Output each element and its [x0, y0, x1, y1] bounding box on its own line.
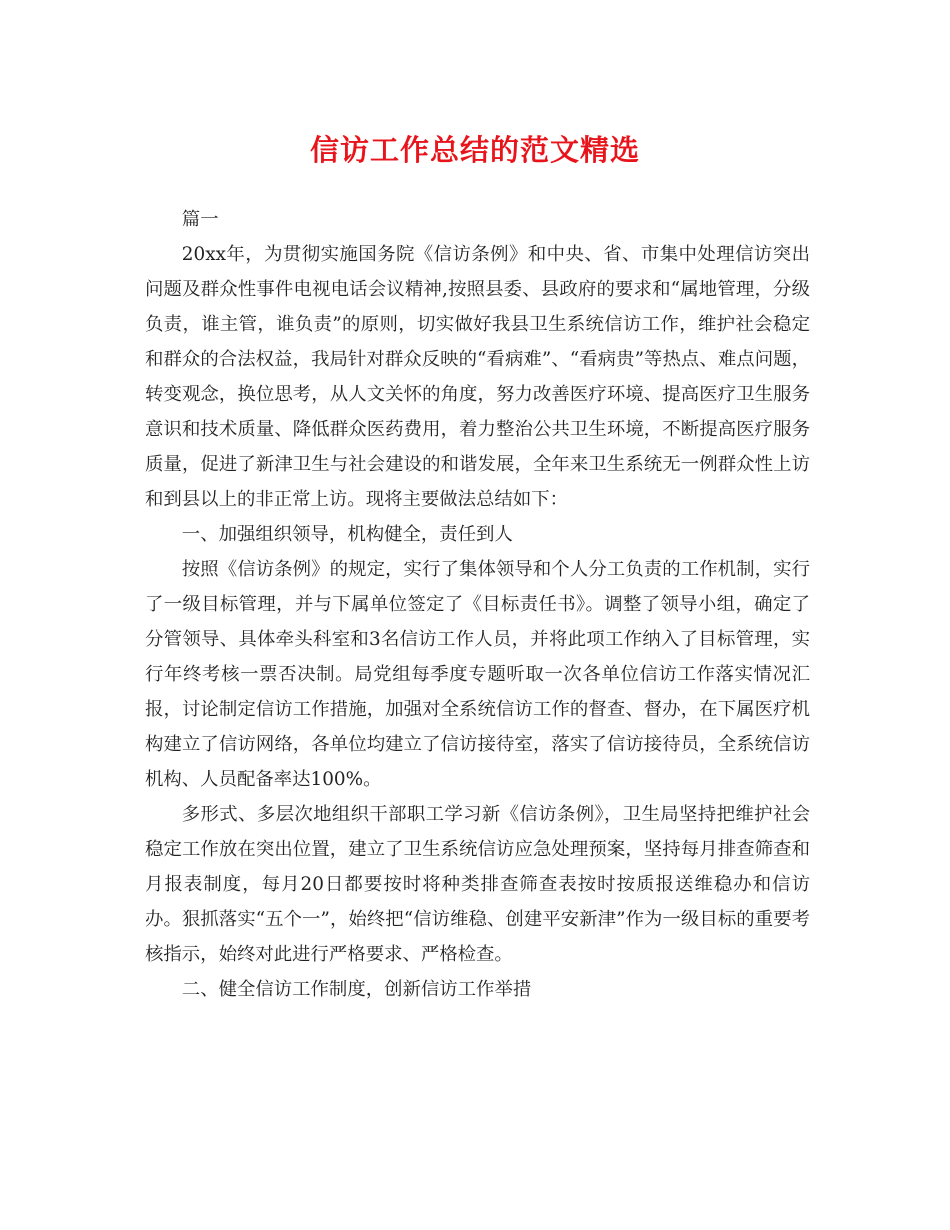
paragraph: 按照《信访条例》的规定，实行了集体领导和个人分工负责的工作机制，实行了一级目标管理，并与下属单位签定了《目标责任书》。调整了领导小组，确定了分管领导、具体牵头科室和3名信访工作人员，并将此项工作纳入了目标管理，实行年终考核一票否决制。局党组每季度专题听取一次各单位信访工作落实情况汇报，讨论制定信访工作措施，加强对全系统信访工作的督查、督办，在下属医疗机构建立了信访网络，各单位均建立了信访接待室，落实了信访接待员，全系统信访机构、人员配备率达100%。 — [145, 559, 810, 790]
section-heading: 一、加强组织领导，机构健全，责任到人 — [181, 524, 513, 545]
paragraph: 20xx年，为贯彻实施国务院《信访条例》和中央、省、市集中处理信访突出问题及群众性事件电视电话会议精神,按照县委、县政府的要求和“属地管理，分级负责，谁主管，谁负责”的原则，切实做好我县卫生系统信访工作，维护社会稳定和群众的合法权益，我局针对群众反映的“看病难”、“看病贵”等热点、难点问题，转变观念，换位思考，从人文关怀的角度，努力改善医疗环境、提高医疗卫生服务意识和技术质量、降低群众医药费用，着力整治公共卫生环境，不断提高医疗服务质量，促进了新津卫生与社会建设的和谐发展，全年来卫生系统无一例群众性上访和到县以上的非正常上访。现将主要做法总结如下： — [145, 244, 810, 510]
document-body — [145, 202, 810, 1007]
section-heading: 二、健全信访工作制度，创新信访工作举措 — [181, 979, 532, 1000]
document-title: 信访工作总结的范文精选 — [309, 133, 640, 167]
section-label: 篇一 — [181, 209, 219, 230]
paragraph: 多形式、多层次地组织干部职工学习新《信访条例》，卫生局坚持把维护社会稳定工作放在突出位置，建立了卫生系统信访应急处理预案，坚持每月排查筛查和月报表制度，每月20日都要按时将种类排查筛查表按时按质报送维稳办和信访办。狠抓落实“五个一”，始终把“信访维稳、创建平安新津”作为一级目标的重要考核指示，始终对此进行严格要求、严格检查。 — [145, 804, 810, 965]
